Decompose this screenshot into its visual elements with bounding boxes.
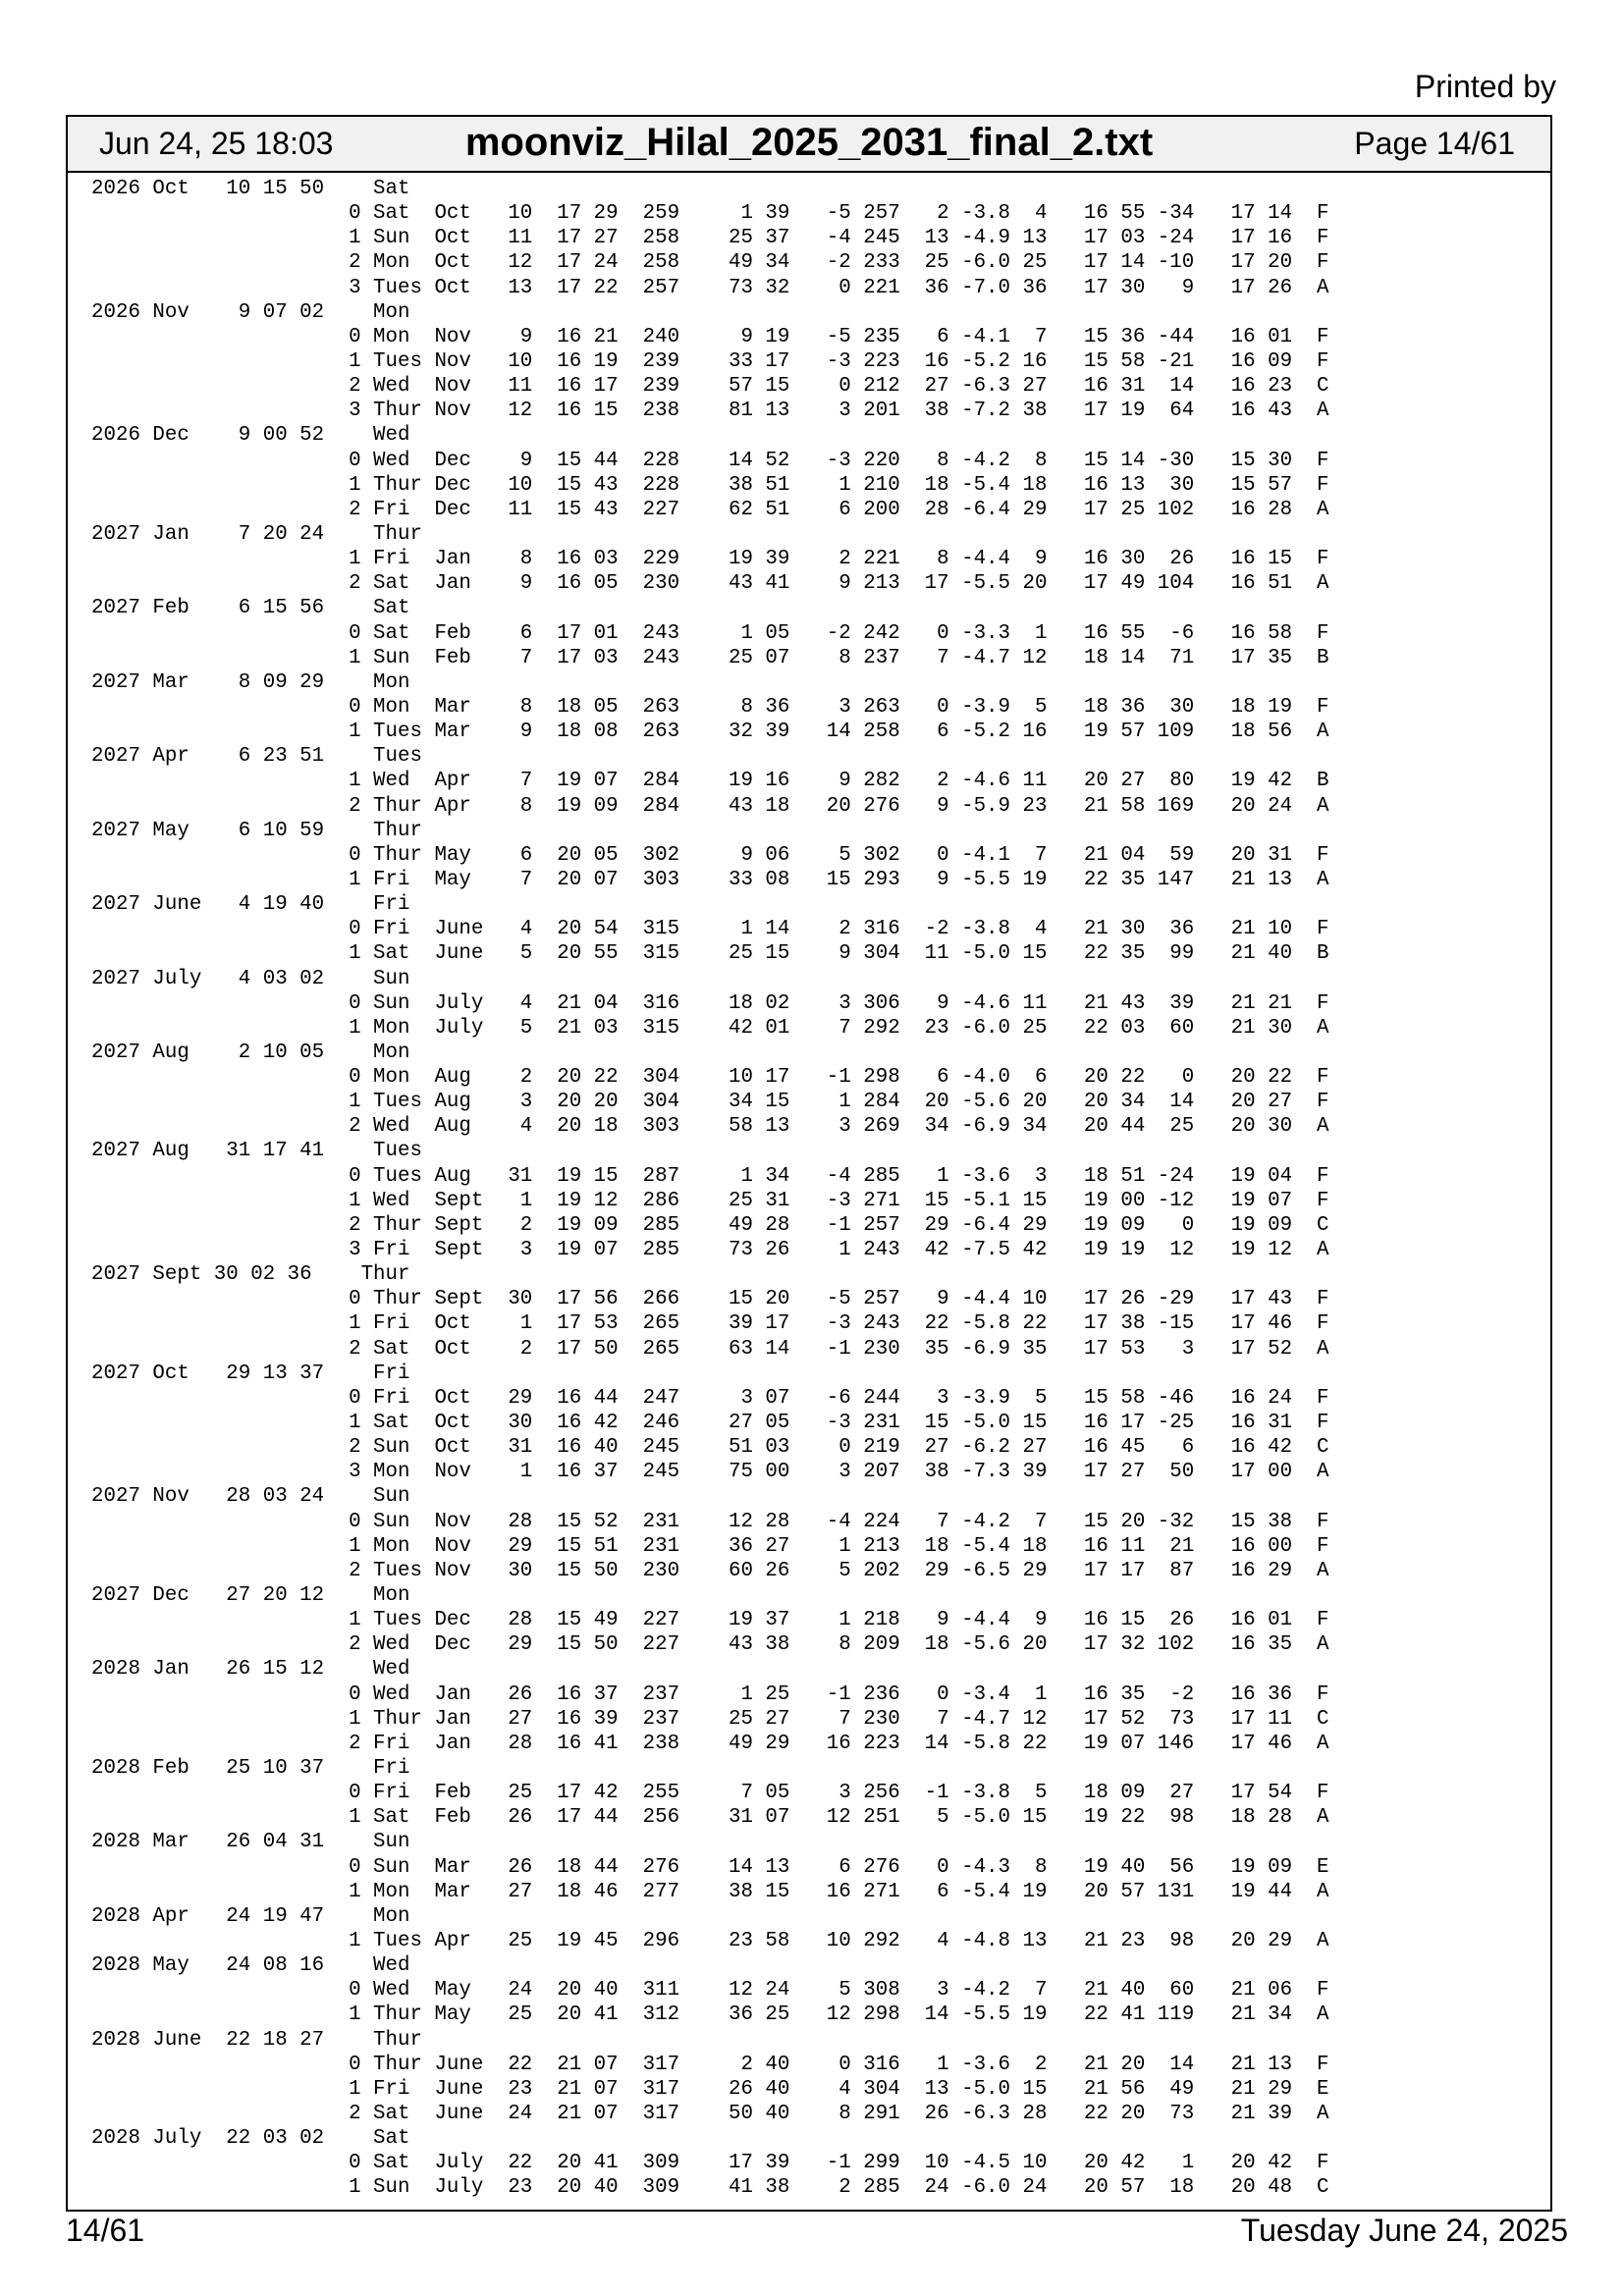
event-header-line: 2027 Feb 6 15 56 Sat <box>91 597 410 620</box>
page-header <box>68 117 1550 173</box>
data-line: 3 Thur Nov 12 16 15 238 81 13 3 201 38 -7.2 38 17 19 64 16 43 A <box>91 400 1329 423</box>
data-line: 1 Tues Aug 3 20 20 304 34 15 1 284 20 -5.6 20 20 34 14 20 27 F <box>91 1091 1329 1114</box>
data-line: 1 Fri June 23 21 07 317 26 40 4 304 13 -5.0 15 21 56 49 21 29 E <box>91 2077 1329 2101</box>
data-line: 1 Tues Mar 9 18 08 263 32 39 14 258 6 -5.2 16 19 57 109 18 56 A <box>91 721 1329 744</box>
data-line: 0 Wed May 24 20 40 311 12 24 5 308 3 -4.2 7 21 40 60 21 06 F <box>91 1979 1329 2002</box>
data-line: 2 Wed Nov 11 16 17 239 57 15 0 212 27 -6.3 27 16 31 14 16 23 C <box>91 375 1329 399</box>
data-line: 1 Wed Apr 7 19 07 284 19 16 9 282 2 -4.6 11 20 27 80 19 42 B <box>91 770 1329 793</box>
event-header-line: 2028 Feb 25 10 37 Fri <box>91 1757 410 1780</box>
data-line: 1 Mon Nov 29 15 51 231 36 27 1 213 18 -5.4 18 16 11 21 16 00 F <box>91 1534 1329 1558</box>
data-line: 1 Sat Oct 30 16 42 246 27 05 -3 231 15 -5.0 15 16 17 -25 16 31 F <box>91 1412 1329 1435</box>
data-line: 0 Thur May 6 20 05 302 9 06 5 302 0 -4.1 7 21 04 59 20 31 F <box>91 843 1329 867</box>
data-line: 0 Wed Jan 26 16 37 237 1 25 -1 236 0 -3.4 1 16 35 -2 16 36 F <box>91 1682 1329 1706</box>
event-header-line: 2027 Aug 2 10 05 Mon <box>91 1041 410 1064</box>
event-header-line: 2027 Sept 30 02 36 Thur <box>91 1263 410 1287</box>
data-line: 1 Thur Jan 27 16 39 237 25 27 7 230 7 -4.7 12 17 52 73 17 11 C <box>91 1707 1329 1731</box>
data-line: 0 Mon Nov 9 16 21 240 9 19 -5 235 6 -4.1 7 15 36 -44 16 01 F <box>91 325 1329 348</box>
event-header-line: 2026 Oct 10 15 50 Sat <box>91 178 410 200</box>
data-line: 1 Mon July 5 21 03 315 42 01 7 292 23 -6.0 25 22 03 60 21 30 A <box>91 1016 1329 1040</box>
data-line: 0 Sat Feb 6 17 01 243 1 05 -2 242 0 -3.3 1 16 55 -6 16 58 F <box>91 621 1329 645</box>
event-header-line: 2027 Aug 31 17 41 Tues <box>91 1140 422 1163</box>
data-line: 1 Mon Mar 27 18 46 277 38 15 16 271 6 -5.4 19 20 57 131 19 44 A <box>91 1880 1329 1903</box>
event-header-line: 2028 Apr 24 19 47 Mon <box>91 1904 410 1928</box>
data-line: 2 Fri Dec 11 15 43 227 62 51 6 200 28 -6.4 29 17 25 102 16 28 A <box>91 498 1329 521</box>
data-line: 0 Wed Dec 9 15 44 228 14 52 -3 220 8 -4.2 8 15 14 -30 15 30 F <box>91 449 1329 472</box>
footer-page-count: 14/61 <box>66 2213 145 2248</box>
data-line: 2 Sat Oct 2 17 50 265 63 14 -1 230 35 -6.9 35 17 53 3 17 52 A <box>91 1337 1329 1361</box>
data-line: 2 Sun Oct 31 16 40 245 51 03 0 219 27 -6.2 27 16 45 6 16 42 C <box>91 1436 1329 1460</box>
data-line: 1 Sun Oct 11 17 27 258 25 37 -4 245 13 -4.9 13 17 03 -24 17 16 F <box>91 227 1329 250</box>
data-line: 0 Sat Oct 10 17 29 259 1 39 -5 257 2 -3.8 4 16 55 -34 17 14 F <box>91 202 1329 226</box>
data-line: 0 Fri June 4 20 54 315 1 14 2 316 -2 -3.8 4 21 30 36 21 10 F <box>91 918 1329 941</box>
header-file-title: moonviz_Hilal_2025_2031_final_2.txt <box>464 121 1154 164</box>
event-header-line: 2028 Jan 26 15 12 Wed <box>91 1658 410 1682</box>
event-header-line: 2027 Dec 27 20 12 Mon <box>91 1584 410 1608</box>
data-line: 1 Tues Dec 28 15 49 227 19 37 1 218 9 -4.4 9 16 15 26 16 01 F <box>91 1609 1329 1632</box>
data-line: 0 Sun Mar 26 18 44 276 14 13 6 276 0 -4.3 8 19 40 56 19 09 E <box>91 1855 1329 1879</box>
data-line: 2 Wed Dec 29 15 50 227 43 38 8 209 18 -5.6 20 17 32 102 16 35 A <box>91 1633 1329 1657</box>
data-line: 3 Mon Nov 1 16 37 245 75 00 3 207 38 -7.3 39 17 27 50 17 00 A <box>91 1461 1329 1484</box>
data-line: 2 Fri Jan 28 16 41 238 49 29 16 223 14 -5.8 22 19 07 146 17 46 A <box>91 1732 1329 1755</box>
event-header-line: 2027 May 6 10 59 Thur <box>91 819 422 842</box>
event-header-line: 2026 Nov 9 07 02 Mon <box>91 300 410 324</box>
data-line: 2 Thur Sept 2 19 09 285 49 28 -1 257 29 -6.4 29 19 09 0 19 09 C <box>91 1213 1329 1237</box>
header-page-number: Page 14/61 <box>1354 126 1515 161</box>
text-listing <box>68 173 1550 2201</box>
data-line: 0 Thur June 22 21 07 317 2 40 0 316 1 -3.6 2 21 20 14 21 13 F <box>91 2053 1329 2076</box>
data-line: 3 Tues Oct 13 17 22 257 73 32 0 221 36 -7.0 36 17 30 9 17 26 A <box>91 276 1329 299</box>
data-line: 0 Mon Mar 8 18 05 263 8 36 3 263 0 -3.9 5 18 36 30 18 19 F <box>91 695 1329 719</box>
data-line: 1 Sat June 5 20 55 315 25 15 9 304 11 -5.0 15 22 35 99 21 40 B <box>91 942 1329 966</box>
header-date: Jun 24, 25 18:03 <box>99 126 334 161</box>
data-line: 1 Tues Apr 25 19 45 296 23 58 10 292 4 -4.8 13 21 23 98 20 29 A <box>91 1929 1329 1952</box>
data-line: 2 Thur Apr 8 19 09 284 43 18 20 276 9 -5.9 23 21 58 169 20 24 A <box>91 794 1329 818</box>
page-frame <box>66 115 1552 2212</box>
data-line: 2 Sat Jan 9 16 05 230 43 41 9 213 17 -5.5 20 17 49 104 16 51 A <box>91 572 1329 596</box>
data-line: 0 Sat July 22 20 41 309 17 39 -1 299 10 -4.5 10 20 42 1 20 42 F <box>91 2152 1329 2175</box>
data-line: 3 Fri Sept 3 19 07 285 73 26 1 243 42 -7.5 42 19 19 12 19 12 A <box>91 1239 1329 1262</box>
event-header-line: 2027 Mar 8 09 29 Mon <box>91 670 410 694</box>
event-header-line: 2026 Dec 9 00 52 Wed <box>91 424 410 448</box>
data-line: 1 Fri Jan 8 16 03 229 19 39 2 221 8 -4.4 9 16 30 26 16 15 F <box>91 548 1329 571</box>
event-header-line: 2027 Oct 29 13 37 Fri <box>91 1362 410 1385</box>
data-line: 2 Sat June 24 21 07 317 50 40 8 291 26 -6.3 28 22 20 73 21 39 A <box>91 2102 1329 2125</box>
data-line: 2 Tues Nov 30 15 50 230 60 26 5 202 29 -6.5 29 17 17 87 16 29 A <box>91 1559 1329 1582</box>
data-line: 0 Fri Feb 25 17 42 255 7 05 3 256 -1 -3.8 5 18 09 27 17 54 F <box>91 1782 1329 1805</box>
event-header-line: 2028 July 22 03 02 Sat <box>91 2127 410 2151</box>
data-line: 1 Thur Dec 10 15 43 228 38 51 1 210 18 -5.4 18 16 13 30 15 57 F <box>91 473 1329 497</box>
data-line: 0 Sun Nov 28 15 52 231 12 28 -4 224 7 -4.2 7 15 20 -32 15 38 F <box>91 1510 1329 1533</box>
event-header-line: 2027 June 4 19 40 Fri <box>91 893 410 917</box>
data-line: 1 Fri May 7 20 07 303 33 08 15 293 9 -5.5 19 22 35 147 21 13 A <box>91 868 1329 891</box>
data-line: 0 Tues Aug 31 19 15 287 1 34 -4 285 1 -3.6 3 18 51 -24 19 04 F <box>91 1164 1329 1188</box>
data-line: 1 Sun July 23 20 40 309 41 38 2 285 24 -6.0 24 20 57 18 20 48 C <box>91 2176 1329 2200</box>
data-line: 2 Wed Aug 4 20 18 303 58 13 3 269 34 -6.9 34 20 44 25 20 30 A <box>91 1115 1329 1139</box>
data-line: 0 Fri Oct 29 16 44 247 3 07 -6 244 3 -3.9 5 15 58 -46 16 24 F <box>91 1386 1329 1410</box>
data-line: 1 Sun Feb 7 17 03 243 25 07 8 237 7 -4.7 12 18 14 71 17 35 B <box>91 646 1329 669</box>
printed-by-label: Printed by <box>1414 69 1556 104</box>
event-header-line: 2027 July 4 03 02 Sun <box>91 967 410 990</box>
data-line: 0 Thur Sept 30 17 56 266 15 20 -5 257 9 -4.4 10 17 26 -29 17 43 F <box>91 1288 1329 1311</box>
event-header-line: 2027 Jan 7 20 24 Thur <box>91 522 422 546</box>
footer-date: Tuesday June 24, 2025 <box>1240 2213 1568 2248</box>
data-line: 1 Thur May 25 20 41 312 36 25 12 298 14 -5.5 19 22 41 119 21 34 A <box>91 2003 1329 2027</box>
event-header-line: 2027 Nov 28 03 24 Sun <box>91 1485 410 1509</box>
data-line: 0 Sun July 4 21 04 316 18 02 3 306 9 -4.6 11 21 43 39 21 21 F <box>91 991 1329 1015</box>
data-line: 1 Tues Nov 10 16 19 239 33 17 -3 223 16 -5.2 16 15 58 -21 16 09 F <box>91 349 1329 373</box>
data-line: 0 Mon Aug 2 20 22 304 10 17 -1 298 6 -4.0 6 20 22 0 20 22 F <box>91 1066 1329 1090</box>
event-header-line: 2028 Mar 26 04 31 Sun <box>91 1831 410 1854</box>
data-line: 1 Wed Sept 1 19 12 286 25 31 -3 271 15 -5.1 15 19 00 -12 19 07 F <box>91 1189 1329 1212</box>
data-line: 2 Mon Oct 12 17 24 258 49 34 -2 233 25 -6.0 25 17 14 -10 17 20 F <box>91 251 1329 275</box>
data-line: 1 Sat Feb 26 17 44 256 31 07 12 251 5 -5.0 15 19 22 98 18 28 A <box>91 1806 1329 1830</box>
data-line: 1 Fri Oct 1 17 53 265 39 17 -3 243 22 -5.8 22 17 38 -15 17 46 F <box>91 1312 1329 1336</box>
event-header-line: 2027 Apr 6 23 51 Tues <box>91 745 422 769</box>
event-header-line: 2028 June 22 18 27 Thur <box>91 2028 422 2052</box>
event-header-line: 2028 May 24 08 16 Wed <box>91 1954 410 1978</box>
